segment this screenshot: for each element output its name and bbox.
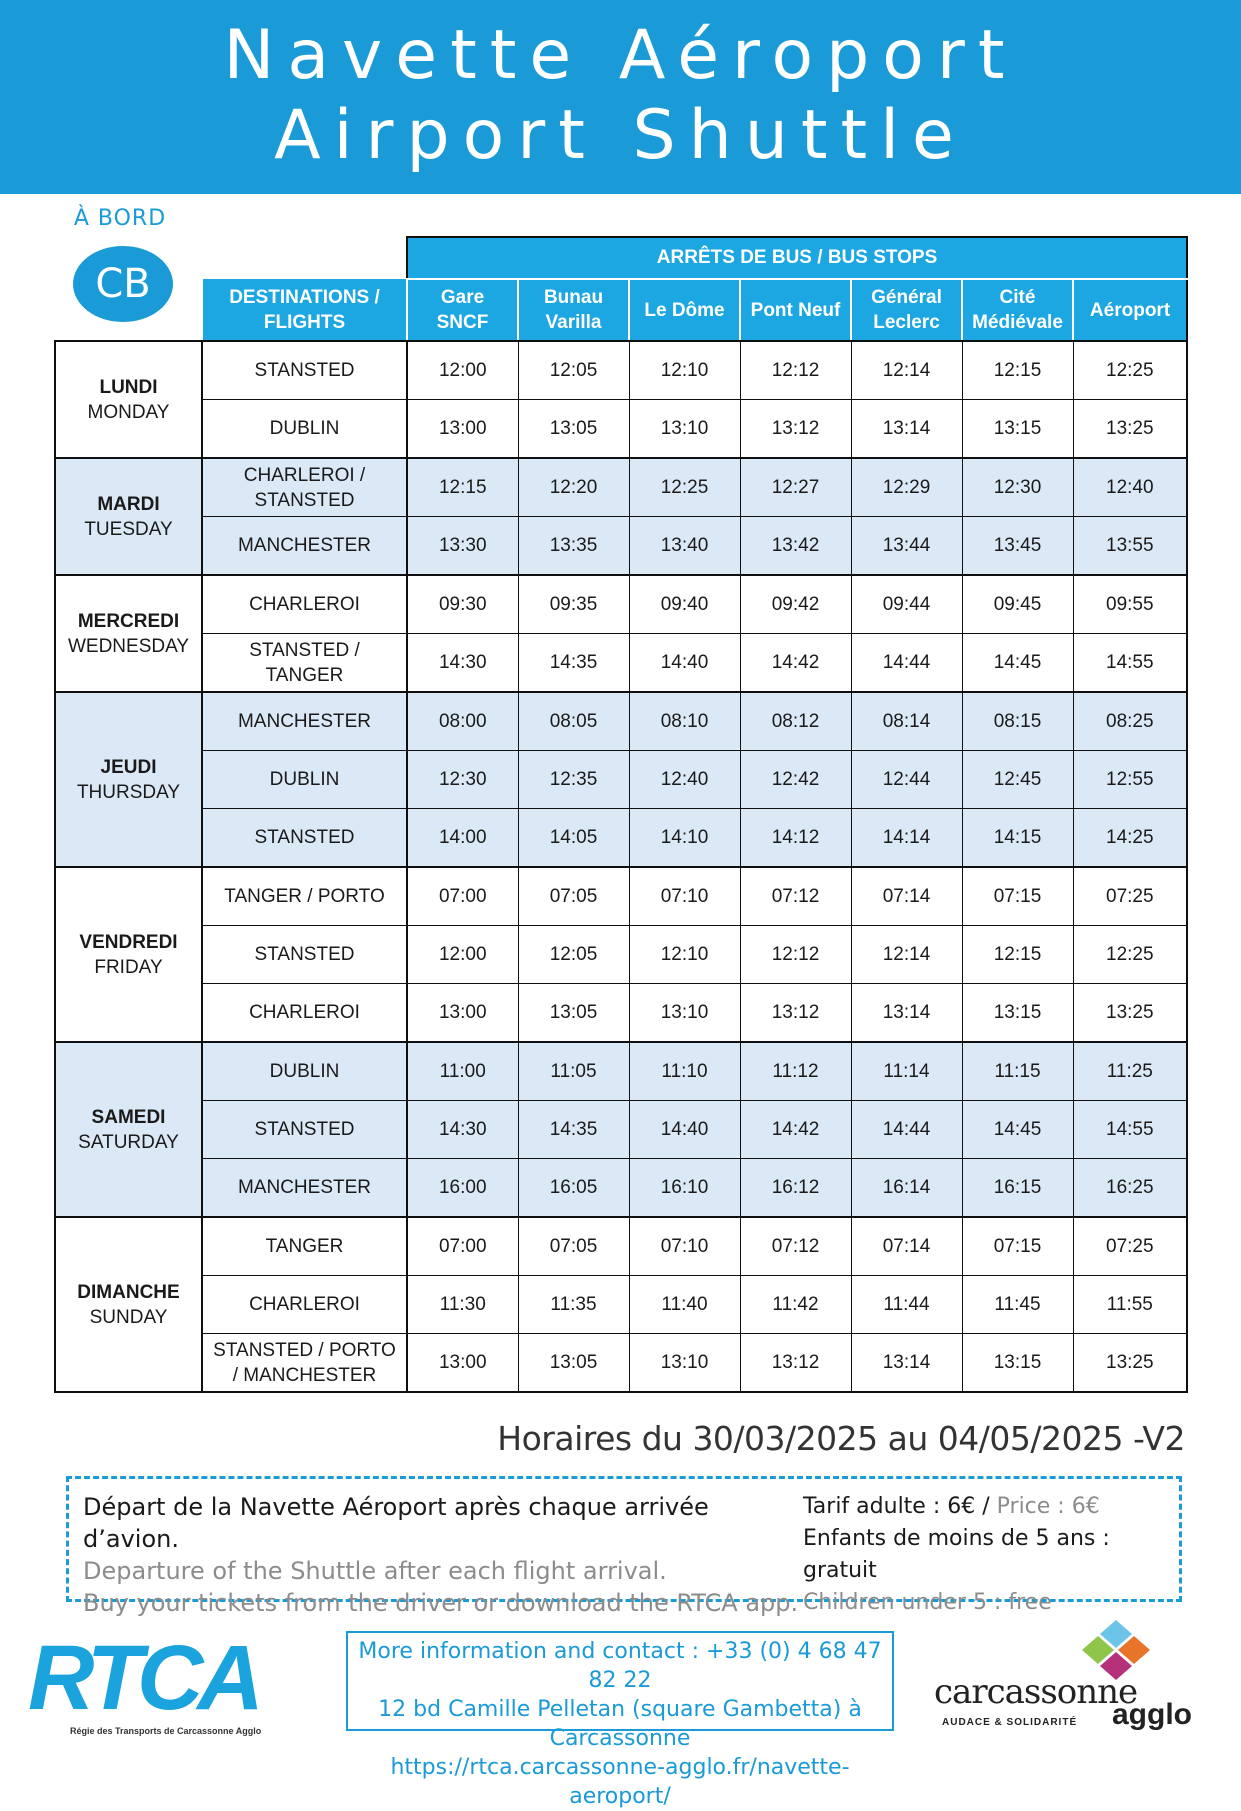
time-cell: 14:42 [740, 1101, 851, 1159]
time-cell: 12:40 [629, 751, 740, 809]
time-cell: 12:15 [962, 926, 1073, 984]
time-cell: 11:05 [518, 1042, 629, 1101]
time-cell: 12:27 [740, 458, 851, 517]
time-cell: 11:45 [962, 1276, 1073, 1334]
destination-cell: CHARLEROI [202, 984, 407, 1043]
time-cell: 14:40 [629, 1101, 740, 1159]
info-line-tickets: Buy your tickets from the driver or download the RTCA app. [83, 1589, 799, 1617]
time-cell: 12:14 [851, 341, 962, 400]
time-cell: 08:14 [851, 692, 962, 751]
destination-cell: MANCHESTER [202, 692, 407, 751]
time-cell: 14:42 [740, 634, 851, 693]
time-cell: 09:30 [407, 575, 518, 634]
time-cell: 07:10 [629, 867, 740, 926]
fare-separator: / [975, 1494, 997, 1519]
day-label: DIMANCHE SUNDAY [55, 1217, 202, 1392]
time-cell: 16:00 [407, 1159, 518, 1218]
fare-fr: Tarif adulte : 6€ [803, 1494, 976, 1519]
time-cell: 13:10 [629, 984, 740, 1043]
time-cell: 13:05 [518, 984, 629, 1043]
time-cell: 14:44 [851, 634, 962, 693]
time-cell: 13:12 [740, 400, 851, 459]
time-cell: 13:14 [851, 984, 962, 1043]
contact-box [346, 1631, 894, 1809]
bus-stops-header: ARRÊTS DE BUS / BUS STOPS [407, 237, 1187, 279]
time-cell: 14:14 [851, 809, 962, 868]
destination-cell: STANSTED / TANGER [202, 634, 407, 693]
time-cell: 14:35 [518, 634, 629, 693]
stop-header: Général Leclerc [851, 279, 962, 341]
schedule-row [55, 1042, 1187, 1101]
schedule-row [55, 1101, 1187, 1159]
destination-cell: MANCHESTER [202, 517, 407, 576]
time-cell: 09:44 [851, 575, 962, 634]
destinations-header: DESTINATIONS / FLIGHTS [202, 279, 407, 341]
time-cell: 12:40 [1073, 458, 1187, 517]
time-cell: 13:14 [851, 1334, 962, 1393]
time-cell: 13:14 [851, 400, 962, 459]
title-banner [0, 0, 1241, 194]
time-cell: 13:05 [518, 1334, 629, 1393]
stop-header: Le Dôme [629, 279, 740, 341]
agglo-word: agglo [1112, 1698, 1192, 1731]
time-cell: 07:10 [629, 1217, 740, 1276]
time-cell: 12:10 [629, 926, 740, 984]
destination-cell: STANSTED [202, 926, 407, 984]
destination-cell: DUBLIN [202, 400, 407, 459]
blank-cell [55, 237, 202, 279]
time-cell: 14:15 [962, 809, 1073, 868]
time-cell: 16:25 [1073, 1159, 1187, 1218]
destination-cell: STANSTED / PORTO / MANCHESTER [202, 1334, 407, 1393]
time-cell: 12:25 [1073, 926, 1187, 984]
schedule-row [55, 1159, 1187, 1218]
badge-disc: CB [73, 246, 173, 322]
time-cell: 07:12 [740, 867, 851, 926]
time-cell: 09:45 [962, 575, 1073, 634]
time-cell: 11:40 [629, 1276, 740, 1334]
time-cell: 07:15 [962, 1217, 1073, 1276]
time-cell: 07:05 [518, 867, 629, 926]
time-cell: 12:35 [518, 751, 629, 809]
time-cell: 16:15 [962, 1159, 1073, 1218]
time-cell: 13:42 [740, 517, 851, 576]
blank-cell [55, 279, 202, 341]
time-cell: 14:44 [851, 1101, 962, 1159]
stop-header: Aéroport [1073, 279, 1187, 341]
time-cell: 14:05 [518, 809, 629, 868]
time-cell: 11:55 [1073, 1276, 1187, 1334]
time-cell: 12:15 [407, 458, 518, 517]
time-cell: 11:44 [851, 1276, 962, 1334]
time-cell: 13:25 [1073, 400, 1187, 459]
title-french: Navette Aéroport [223, 16, 1018, 95]
time-cell: 12:55 [1073, 751, 1187, 809]
time-cell: 13:25 [1073, 984, 1187, 1043]
time-cell: 11:12 [740, 1042, 851, 1101]
kids-fr: Enfants de moins de 5 ans : gratuit [803, 1526, 1110, 1583]
kids-en: Children under 5 : free [803, 1590, 1052, 1615]
time-cell: 08:25 [1073, 692, 1187, 751]
time-cell: 13:15 [962, 400, 1073, 459]
time-cell: 12:45 [962, 751, 1073, 809]
stop-header: Cité Médiévale [962, 279, 1073, 341]
info-box [66, 1476, 1182, 1617]
time-cell: 11:35 [518, 1276, 629, 1334]
time-cell: 07:12 [740, 1217, 851, 1276]
time-cell: 12:00 [407, 341, 518, 400]
time-cell: 12:12 [740, 926, 851, 984]
time-cell: 13:12 [740, 1334, 851, 1393]
day-label: JEUDI THURSDAY [55, 692, 202, 867]
time-cell: 13:45 [962, 517, 1073, 576]
time-cell: 13:15 [962, 1334, 1073, 1393]
time-cell: 13:00 [407, 1334, 518, 1393]
time-cell: 07:14 [851, 867, 962, 926]
time-cell: 13:44 [851, 517, 962, 576]
time-cell: 13:00 [407, 984, 518, 1043]
time-cell: 09:42 [740, 575, 851, 634]
rtca-tagline: Régie des Transports de Carcassonne Agglo [70, 1726, 262, 1736]
day-label: VENDREDI FRIDAY [55, 867, 202, 1042]
contact-address: 12 bd Camille Pelletan (square Gambetta) à Carcassonne [378, 1697, 862, 1751]
schedule-row [55, 634, 1187, 693]
time-cell: 13:40 [629, 517, 740, 576]
time-cell: 12:25 [1073, 341, 1187, 400]
time-cell: 12:05 [518, 341, 629, 400]
info-line-en: Departure of the Shuttle after each flight arrival. [83, 1557, 667, 1585]
time-cell: 12:29 [851, 458, 962, 517]
time-cell: 14:35 [518, 1101, 629, 1159]
stop-header: Pont Neuf [740, 279, 851, 341]
schedule-row [55, 1334, 1187, 1393]
destination-cell: CHARLEROI [202, 1276, 407, 1334]
schedule-row [55, 867, 1187, 926]
agglo-name: carcassonne [934, 1672, 1138, 1712]
time-cell: 13:10 [629, 400, 740, 459]
time-cell: 08:12 [740, 692, 851, 751]
schedule-row [55, 400, 1187, 459]
destination-cell: STANSTED [202, 341, 407, 400]
schedule-row [55, 926, 1187, 984]
time-cell: 12:14 [851, 926, 962, 984]
time-cell: 08:05 [518, 692, 629, 751]
time-cell: 14:55 [1073, 634, 1187, 693]
time-cell: 14:00 [407, 809, 518, 868]
destination-cell: MANCHESTER [202, 1159, 407, 1218]
destination-cell: TANGER / PORTO [202, 867, 407, 926]
time-cell: 14:30 [407, 634, 518, 693]
schedule-row [55, 341, 1187, 400]
time-cell: 13:30 [407, 517, 518, 576]
time-cell: 13:00 [407, 400, 518, 459]
schedule-row [55, 984, 1187, 1043]
time-cell: 12:25 [629, 458, 740, 517]
schedule-row [55, 458, 1187, 517]
time-cell: 12:12 [740, 341, 851, 400]
info-line-fr: Départ de la Navette Aéroport après chaque arrivée d’avion. [83, 1493, 709, 1553]
time-cell: 16:12 [740, 1159, 851, 1218]
time-cell: 14:40 [629, 634, 740, 693]
day-label: MERCREDI WEDNESDAY [55, 575, 202, 692]
destination-cell: CHARLEROI / STANSTED [202, 458, 407, 517]
time-cell: 12:42 [740, 751, 851, 809]
time-cell: 12:30 [962, 458, 1073, 517]
destination-cell: DUBLIN [202, 1042, 407, 1101]
destination-cell: CHARLEROI [202, 575, 407, 634]
schedule-row [55, 517, 1187, 576]
blank-cell [202, 237, 407, 279]
time-cell: 12:05 [518, 926, 629, 984]
time-cell: 16:14 [851, 1159, 962, 1218]
destination-cell: DUBLIN [202, 751, 407, 809]
time-cell: 11:30 [407, 1276, 518, 1334]
schedule-row [55, 1276, 1187, 1334]
day-label: LUNDI MONDAY [55, 341, 202, 458]
info-departure [83, 1491, 803, 1619]
time-cell: 13:55 [1073, 517, 1187, 576]
time-cell: 14:55 [1073, 1101, 1187, 1159]
time-cell: 13:15 [962, 984, 1073, 1043]
time-cell: 13:05 [518, 400, 629, 459]
time-cell: 11:42 [740, 1276, 851, 1334]
time-cell: 09:40 [629, 575, 740, 634]
time-cell: 11:15 [962, 1042, 1073, 1101]
schedule-row [55, 809, 1187, 868]
time-cell: 13:35 [518, 517, 629, 576]
rtca-wordmark: RTCA [28, 1627, 258, 1729]
time-cell: 11:00 [407, 1042, 518, 1101]
time-cell: 07:25 [1073, 1217, 1187, 1276]
time-cell: 12:10 [629, 341, 740, 400]
contact-url[interactable]: https://rtca.carcassonne-agglo.fr/navette-aeroport/ [390, 1755, 850, 1809]
time-cell: 11:14 [851, 1042, 962, 1101]
time-cell: 12:44 [851, 751, 962, 809]
time-cell: 14:12 [740, 809, 851, 868]
time-cell: 11:10 [629, 1042, 740, 1101]
schedule-row [55, 692, 1187, 751]
time-cell: 14:10 [629, 809, 740, 868]
time-cell: 07:25 [1073, 867, 1187, 926]
info-fares [803, 1491, 1173, 1619]
time-cell: 08:15 [962, 692, 1073, 751]
time-cell: 14:30 [407, 1101, 518, 1159]
destination-cell: STANSTED [202, 809, 407, 868]
time-cell: 12:30 [407, 751, 518, 809]
time-cell: 14:25 [1073, 809, 1187, 868]
rtca-logo [28, 1627, 268, 1736]
time-cell: 07:00 [407, 1217, 518, 1276]
fare-en: Price : 6€ [996, 1494, 1100, 1519]
time-cell: 07:14 [851, 1217, 962, 1276]
time-cell: 12:20 [518, 458, 629, 517]
time-cell: 11:25 [1073, 1042, 1187, 1101]
time-cell: 09:55 [1073, 575, 1187, 634]
time-cell: 14:45 [962, 1101, 1073, 1159]
day-label: SAMEDI SATURDAY [55, 1042, 202, 1217]
time-cell: 13:25 [1073, 1334, 1187, 1393]
destination-cell: STANSTED [202, 1101, 407, 1159]
day-label: MARDI TUESDAY [55, 458, 202, 575]
validity-dates: Horaires du 30/03/2025 au 04/05/2025 -V2 [497, 1419, 1185, 1458]
timetable [54, 236, 1188, 1393]
time-cell: 09:35 [518, 575, 629, 634]
destination-cell: TANGER [202, 1217, 407, 1276]
time-cell: 08:00 [407, 692, 518, 751]
time-cell: 13:10 [629, 1334, 740, 1393]
time-cell: 07:00 [407, 867, 518, 926]
contact-phone: More information and contact : +33 (0) 4 68 47 82 22 [358, 1639, 882, 1693]
carcassonne-agglo-logo [934, 1620, 1214, 1740]
schedule-row [55, 575, 1187, 634]
stop-header: Bunau Varilla [518, 279, 629, 341]
time-cell: 07:15 [962, 867, 1073, 926]
schedule-row [55, 1217, 1187, 1276]
time-cell: 13:12 [740, 984, 851, 1043]
schedule-row [55, 751, 1187, 809]
agglo-slogan: AUDACE & SOLIDARITÉ [942, 1717, 1078, 1728]
time-cell: 16:10 [629, 1159, 740, 1218]
title-english: Airport Shuttle [274, 96, 967, 175]
badge-arc-text: À BORD [73, 206, 167, 231]
time-cell: 12:00 [407, 926, 518, 984]
time-cell: 12:15 [962, 341, 1073, 400]
time-cell: 14:45 [962, 634, 1073, 693]
time-cell: 16:05 [518, 1159, 629, 1218]
time-cell: 08:10 [629, 692, 740, 751]
time-cell: 07:05 [518, 1217, 629, 1276]
stop-header: Gare SNCF [407, 279, 518, 341]
